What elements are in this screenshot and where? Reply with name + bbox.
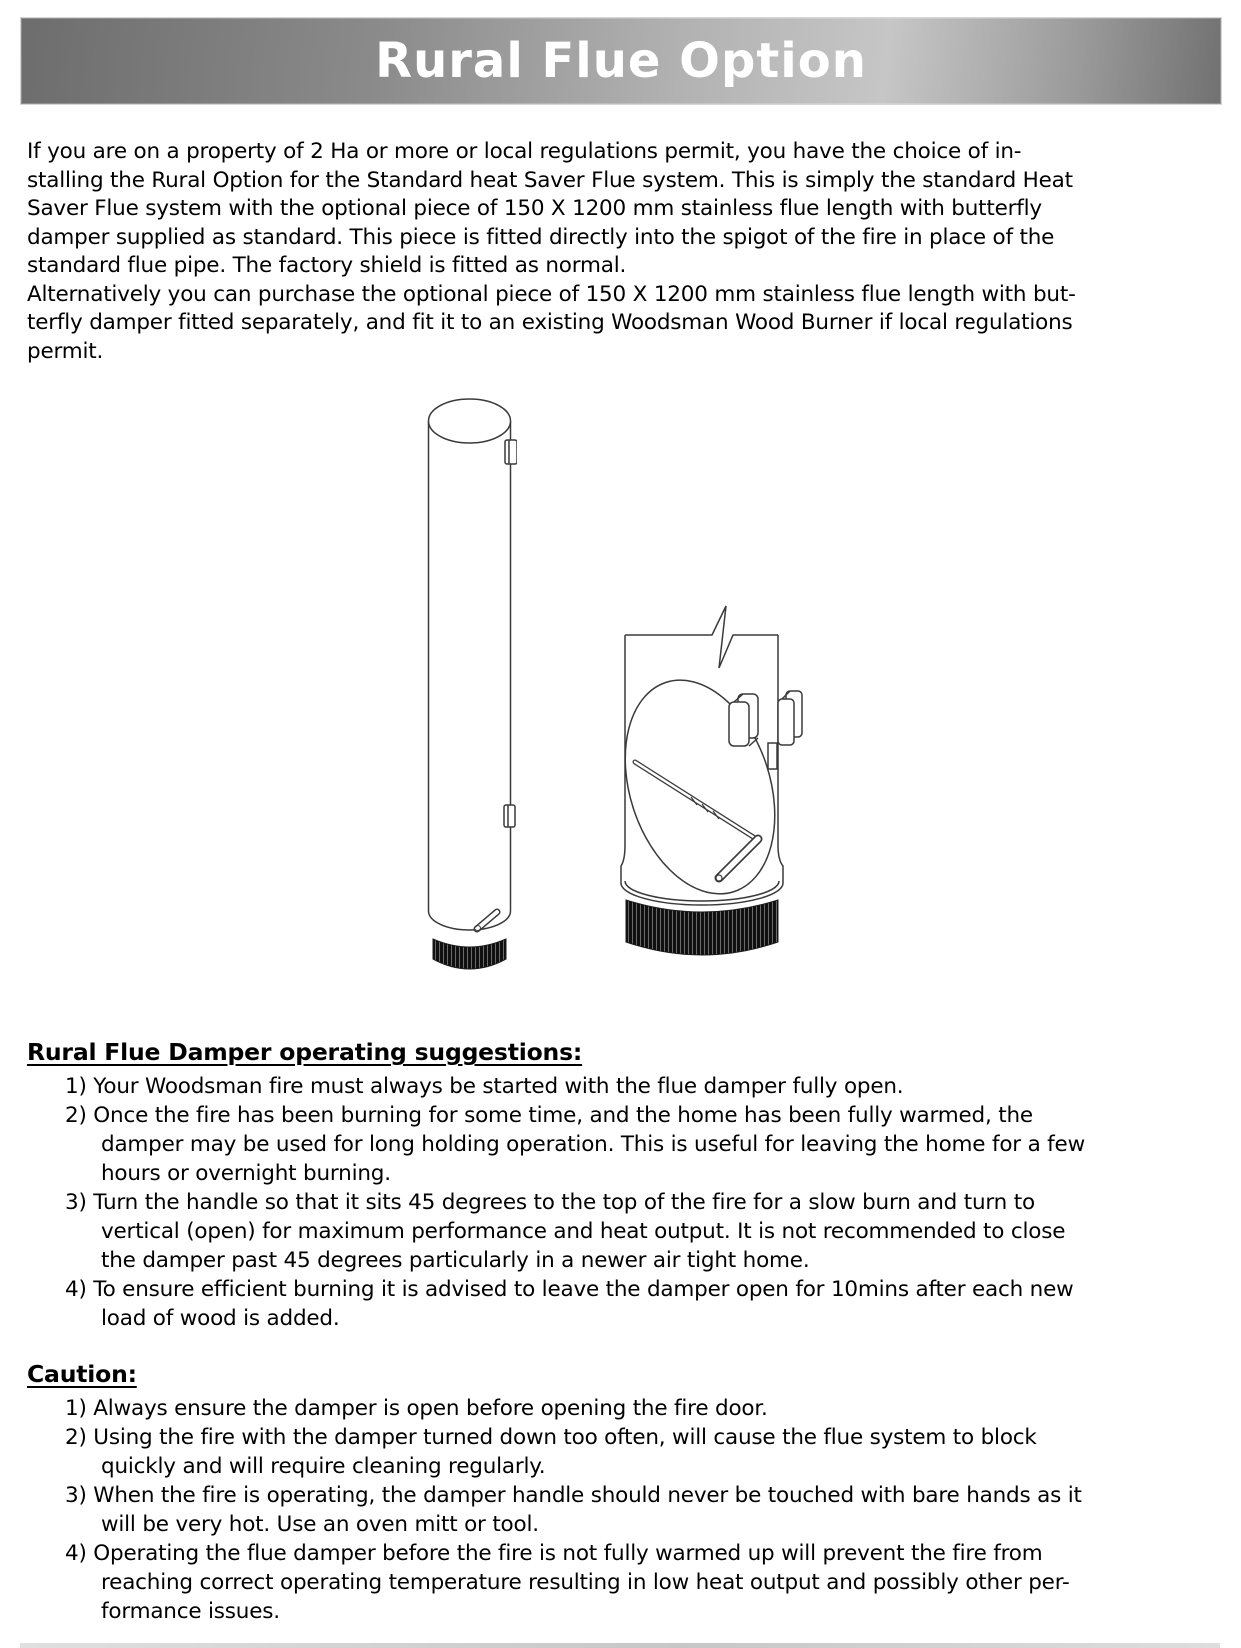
intro-paragraphs	[27, 138, 1076, 366]
damper-axle-rod	[635, 762, 759, 844]
bottom-locking-tab	[504, 805, 515, 827]
intro-line: Alternatively you can purchase the optional piece of 150 X 1200 mm stainless flue length with but-	[27, 281, 1076, 307]
caution-heading: Caution:	[27, 1360, 137, 1388]
caution-item-1: 1) Always ensure the damper is open before opening the fire door.	[65, 1396, 768, 1421]
butterfly-damper-flue-drawing	[598, 598, 803, 973]
intro-line: standard flue pipe. The factory shield is fitted as normal.	[27, 253, 627, 278]
butterfly-damper-disc	[599, 661, 800, 913]
pipe-right-edge	[778, 635, 783, 883]
damper-pivot-bracket-inner	[729, 694, 758, 746]
intro-line: terfly damper fitted separately, and fit it to an existing Woodsman Wood Burner if local regulations	[27, 310, 1073, 335]
pipe-top-break-line	[625, 606, 778, 668]
pipe-top-opening	[429, 399, 511, 443]
suggestion-item-3: 3) Turn the handle so that it sits 45 degrees to the top of the fire for a slow burn and turn to vertical (open) for maximum performance and heat output. It is not recommended to close the damper past 45 degrees particularly in a newer air tight home.	[65, 1190, 1066, 1273]
page-title: Rural Flue Option	[375, 33, 867, 89]
caution-item-4: 4) Operating the flue damper before the fire is not fully warmed up will prevent the fire from reaching correct operating temperature resulting in low heat output and possibly other per- formance issues.	[65, 1541, 1070, 1624]
stainless-flue-length-drawing	[425, 393, 517, 983]
caution-item-3: 3) When the fire is operating, the damper handle should never be touched with bare hands as it will be very hot. Use an oven mitt or tool.	[65, 1483, 1082, 1537]
damper-pivot-bracket-outer	[768, 691, 802, 769]
intro-line: stalling the Rural Option for the Standard heat Saver Flue system. This is simply the standard Heat	[27, 167, 1073, 193]
suggestion-item-1: 1) Your Woodsman fire must always be started with the flue damper fully open.	[65, 1074, 904, 1099]
crimped-spigot-end	[626, 900, 778, 955]
intro-line: damper supplied as standard. This piece is fitted directly into the spigot of the fire in place of the	[27, 224, 1055, 250]
top-locking-tab	[505, 440, 517, 464]
crimped-spigot-end	[433, 939, 506, 969]
suggestions-list	[27, 1072, 1085, 1333]
intro-line: If you are on a property of 2 Ha or more or local regulations permit, you have the choice of in-	[27, 139, 1022, 164]
damper-handle	[716, 839, 758, 881]
suggestions-heading: Rural Flue Damper operating suggestions:	[27, 1038, 583, 1066]
suggestion-item-4: 4) To ensure efficient burning it is advised to leave the damper open for 10mins after each new load of wood is added.	[65, 1277, 1074, 1331]
intro-line: permit.	[27, 338, 104, 364]
caution-item-2: 2) Using the fire with the damper turned down too often, will cause the flue system to block quickly and will require cleaning regularly.	[65, 1425, 1037, 1479]
suggestion-item-2: 2) Once the fire has been burning for some time, and the home has been fully warmed, the damper may be used for long holding operation. This is useful for leaving the home for a few hours or overnight burning.	[65, 1103, 1085, 1186]
intro-line: Saver Flue system with the optional piece of 150 X 1200 mm stainless flue length with butterfly	[27, 196, 1042, 221]
bottom-banner-edge	[20, 1643, 1220, 1648]
title-banner	[20, 17, 1222, 105]
base-rivet-handle	[475, 912, 498, 931]
caution-list	[27, 1394, 1082, 1626]
